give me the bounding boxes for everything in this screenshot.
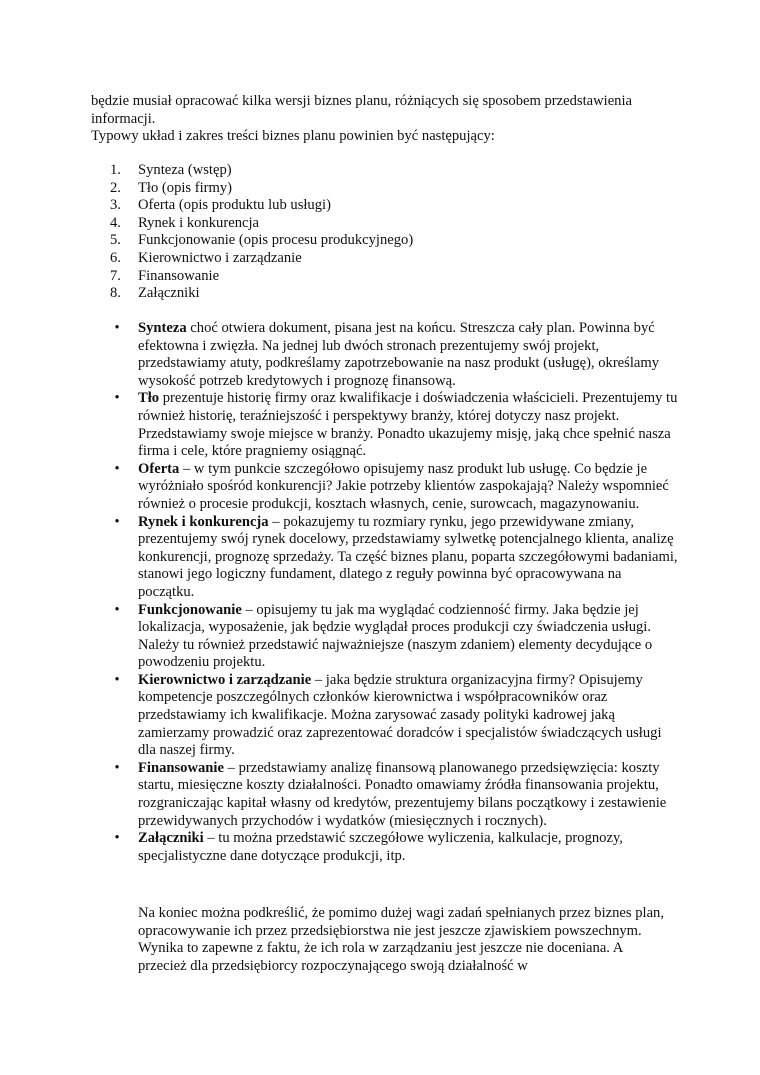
numbered-list-item <box>91 215 651 233</box>
bullet-text: – przedstawiamy analizę finansową planowanego przedsięwzięcia: koszty startu, miesięczne koszty działalności. Ponadto omawiamy źródła finansowania projektu, rozgraniczając kapitał własny od kredytów, prezentujemy bilans początkowy i zestawienie przewidywanych przychodów i wydatków (miesięcznych i rocznych). <box>138 759 667 829</box>
list-item-text: Kierownictwo i zarządzanie <box>138 249 302 266</box>
bullet-icon: • <box>114 759 120 776</box>
intro-line-heading: Typowy układ i zakres treści biznes planu powinien być następujący: <box>91 128 495 145</box>
bullet-term: Oferta <box>138 460 180 477</box>
bullet-list <box>91 320 681 865</box>
bullet-text: choć otwiera dokument, pisana jest na końcu. Streszcza cały plan. Powinna być efektowna i zwięzła. Na jednej lub dwóch stronach prezentujemy swój projekt, przedstawiamy atuty, podkreślamy zapotrzebowanie na nasz produkt (usługę), określamy wysokość potrzeb kredytowych i prognozę finansową. <box>138 320 660 389</box>
numbered-list-item <box>91 162 651 180</box>
bullet-text: prezentuje historię firmy oraz kwalifikacje i doświadczenia właścicieli. Prezentujemy tu również historię, teraźniejszość i perspektywy branży, której dotyczy nasz projekt. Przedstawiamy swoje miejsce w branży. Ponadto ukazujemy misję, jaką chce spełnić nasza firma i cele, które pragniemy osiągnąć. <box>138 390 678 460</box>
intro-line-continuation: będzie musiał opracować kilka wersji biznes planu, różniących się sposobem przedstawienia informacji. <box>91 93 632 127</box>
list-number: 1. <box>110 162 121 178</box>
bullet-term: Kierownictwo i zarządzanie <box>138 671 312 688</box>
bullet-icon: • <box>114 671 120 688</box>
numbered-list-item <box>91 285 651 303</box>
numbered-list <box>91 162 651 303</box>
bullet-text: – opisujemy tu jak ma wyglądać codzienność firmy. Jaka będzie jej lokalizacja, wyposażenie, jak będzie wyglądał proces produkcji czy świadczenia usługi. Należy tu również przedstawić najważniejsze (naszym zdaniem) elementy decydujące o powodzeniu projektu. <box>138 601 653 671</box>
list-number: 8. <box>110 285 121 302</box>
bullet-icon: • <box>114 601 120 618</box>
list-number: 3. <box>110 197 121 214</box>
list-item-text: Synteza (wstęp) <box>138 162 232 178</box>
list-item-text: Funkcjonowanie (opis procesu produkcyjnego) <box>138 232 414 249</box>
numbered-list-item <box>91 232 651 250</box>
bullet-text: – w tym punkcie szczegółowo opisujemy nasz produkt lub usługę. Co będzie je wyróżniało spośród konkurencji? Jakie potrzeby klientów zaspokajają? Należy wspomnieć również o procesie produkcji, kosztach własnych, cenie, surowcach, magazynowaniu. <box>138 460 669 512</box>
list-item-text: Załączniki <box>138 285 200 302</box>
numbered-list-item <box>91 250 651 268</box>
closing-paragraph: Na koniec można podkreślić, że pomimo dużej wagi zadań spełnianych przez biznes plan, opracowywanie ich przez przedsiębiorstwa nie jest jeszcze zjawiskiem powszechnym. Wynika to zapewne z faktu, że ich rola w zarządzaniu jest jeszcze nie doceniana. A przecież dla przedsiębiorcy rozpoczynającego swoją działalność w <box>138 905 664 974</box>
bullet-term: Synteza <box>138 320 187 336</box>
numbered-list-item <box>91 268 651 286</box>
bullet-text: – pokazujemy tu rozmiary rynku, jego przewidywane zmiany, prezentujemy swój rynek docelowy, przedstawiamy sylwetkę potencjalnego klienta, analizę konkurencji, prognozę sprzedaży. Ta część biznes planu, poparta szczegółowymi badaniami, stanowi jego logiczny fundament, dlatego z reguły powinna być opracowywana na początku. <box>138 513 678 600</box>
intro-paragraph <box>91 93 681 146</box>
bullet-term: Tło <box>138 390 160 407</box>
bullet-text: – tu można przedstawić szczegółowe wyliczenia, kalkulacje, prognozy, specjalistyczne dane dotyczące produkcji, itp. <box>138 830 623 864</box>
bullet-icon: • <box>114 390 120 407</box>
bullet-icon: • <box>114 830 120 847</box>
list-number: 6. <box>110 249 121 266</box>
list-item-text: Finansowanie <box>138 267 220 284</box>
numbered-list-item <box>91 180 651 198</box>
bullet-item-rynek <box>91 514 681 602</box>
bullet-item-oferta <box>91 461 681 514</box>
list-number: 4. <box>110 214 121 231</box>
list-number: 2. <box>110 179 121 196</box>
list-number: 7. <box>110 267 121 284</box>
bullet-item-kierownictwo <box>91 672 681 760</box>
bullet-term: Rynek i konkurencja <box>138 513 269 530</box>
bullet-term: Załączniki <box>138 830 204 847</box>
list-number: 5. <box>110 232 121 249</box>
bullet-item-tlo <box>91 390 681 460</box>
bullet-icon: • <box>114 513 120 530</box>
numbered-list-item <box>91 197 651 215</box>
bullet-item-funkcjonowanie <box>91 602 681 672</box>
list-item-text: Oferta (opis produktu lub usługi) <box>138 197 331 214</box>
bullet-item-synteza <box>91 320 681 390</box>
bullet-term: Funkcjonowanie <box>138 601 242 618</box>
bullet-term: Finansowanie <box>138 759 224 776</box>
bullet-icon: • <box>114 460 120 477</box>
bullet-text: – jaka będzie struktura organizacyjna firmy? Opisujemy kompetencje poszczególnych członków kierownictwa i współpracowników oraz przedstawiamy ich kwalifikacje. Można zarysować zasady polityki kadrowej jaką zamierzamy prowadzić oraz zaprezentować doradców i specjalistów świadczących usługi dla naszej firmy. <box>138 671 662 759</box>
bullet-item-zalaczniki <box>91 830 681 865</box>
bullet-item-finansowanie <box>91 760 681 830</box>
bullet-icon: • <box>114 320 120 336</box>
list-item-text: Tło (opis firmy) <box>138 179 233 196</box>
list-item-text: Rynek i konkurencja <box>138 214 259 231</box>
